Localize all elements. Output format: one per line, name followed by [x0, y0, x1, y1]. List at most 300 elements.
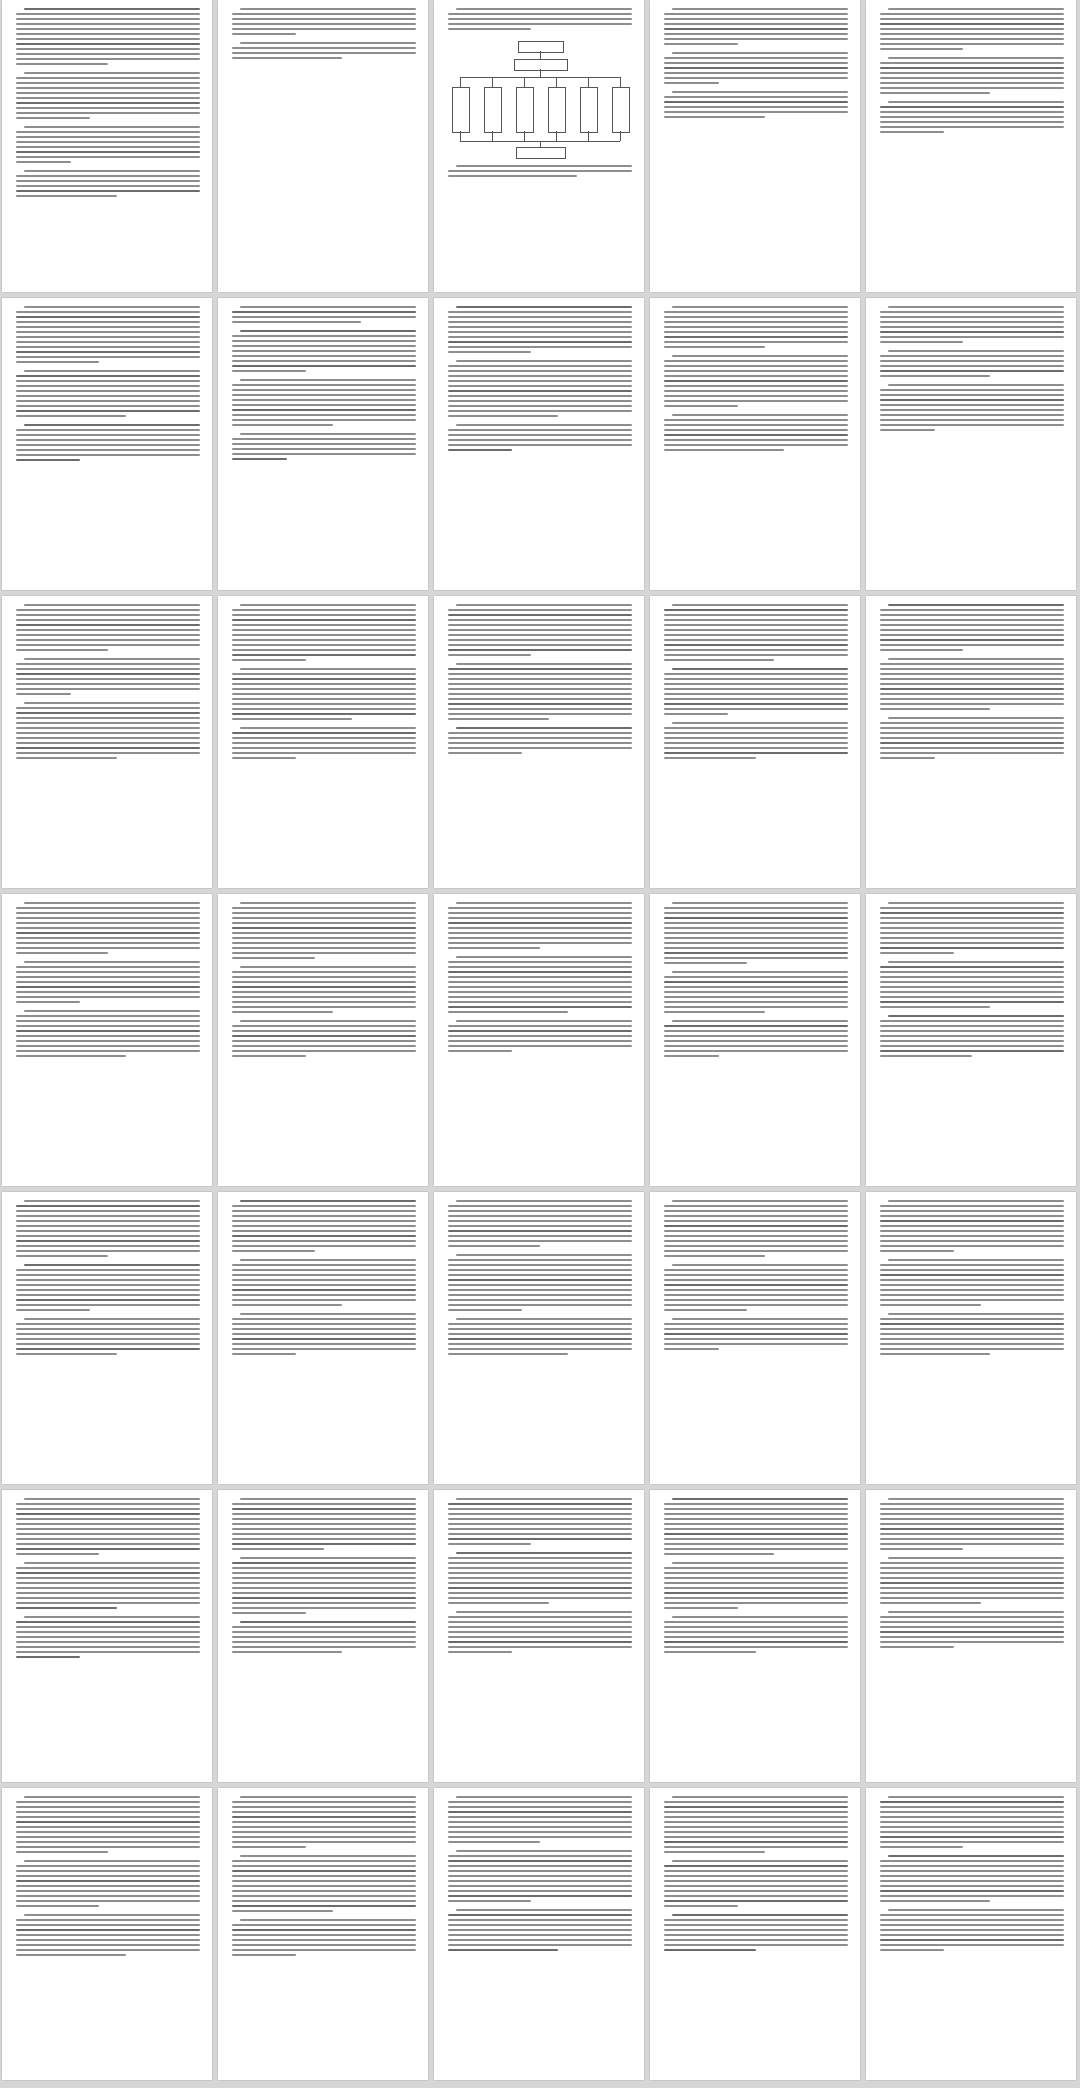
- text-line: [16, 43, 200, 45]
- text-line: [880, 1274, 1064, 1276]
- text-line: [664, 1900, 848, 1902]
- text-line: [664, 331, 848, 333]
- text-line: [232, 1934, 416, 1936]
- text-line: [880, 1811, 1064, 1813]
- text-line: [240, 1621, 416, 1623]
- text-line: [880, 1025, 1064, 1027]
- text-line: [664, 13, 848, 15]
- text-line: [232, 1279, 416, 1281]
- text-line: [448, 410, 632, 412]
- text-line: [232, 1582, 416, 1584]
- text-line: [448, 961, 632, 963]
- text-line: [448, 1641, 632, 1643]
- text-line: [232, 1806, 416, 1808]
- text-line: [448, 986, 632, 988]
- text-line: [448, 937, 632, 939]
- text-line: [16, 942, 200, 944]
- text-line: [664, 912, 848, 914]
- text-line: [880, 1328, 1064, 1330]
- text-line: [448, 18, 632, 20]
- text-line: [880, 1806, 1064, 1808]
- text-line: [880, 1914, 1064, 1916]
- org-chart-connector: [588, 131, 589, 141]
- text-line: [16, 18, 200, 20]
- text-line: [456, 1796, 632, 1798]
- text-line: [240, 1557, 416, 1559]
- text-line: [672, 1860, 848, 1862]
- text-line: [448, 971, 632, 973]
- text-line: [16, 356, 200, 358]
- text-line: [664, 1846, 848, 1848]
- text-line: [664, 673, 848, 675]
- text-line: [232, 698, 416, 700]
- org-chart-node: [516, 87, 534, 133]
- text-line: [880, 986, 1064, 988]
- text-line: [232, 1612, 306, 1614]
- text-line: [16, 712, 200, 714]
- text-line: [232, 321, 361, 323]
- text-line: [16, 1279, 200, 1281]
- text-line: [880, 131, 944, 133]
- text-line: [232, 1567, 416, 1569]
- text-line: [664, 976, 848, 978]
- text-line: [456, 1909, 632, 1911]
- text-line: [232, 624, 416, 626]
- text-line: [880, 1562, 1064, 1564]
- text-line: [664, 1050, 848, 1052]
- text-line: [232, 619, 416, 621]
- text-line: [448, 966, 632, 968]
- text-line: [16, 1900, 200, 1902]
- text-line: [232, 399, 416, 401]
- text-line: [664, 1641, 848, 1643]
- document-page: [650, 0, 860, 292]
- text-line: [232, 1939, 416, 1941]
- text-line: [448, 932, 632, 934]
- page-body: [448, 306, 632, 582]
- text-line: [672, 355, 848, 357]
- text-line: [448, 1841, 540, 1843]
- text-line: [16, 1289, 200, 1291]
- text-line: [232, 1533, 416, 1535]
- text-line: [16, 1846, 200, 1848]
- text-line: [16, 375, 200, 377]
- text-line: [456, 8, 632, 10]
- text-line: [456, 604, 632, 606]
- text-line: [672, 306, 848, 308]
- text-line: [880, 1045, 1064, 1047]
- text-line: [664, 644, 848, 646]
- text-line: [448, 742, 632, 744]
- page-body: [448, 1796, 632, 2072]
- text-line: [880, 1294, 1064, 1296]
- text-line: [456, 1611, 632, 1613]
- text-line: [880, 1538, 1064, 1540]
- text-line: [232, 752, 416, 754]
- text-line: [16, 732, 200, 734]
- text-line: [880, 1890, 1064, 1892]
- text-line: [16, 673, 200, 675]
- text-line: [16, 1880, 200, 1882]
- page-body: [232, 8, 416, 284]
- document-page: [218, 894, 428, 1186]
- org-chart-node: [612, 87, 630, 133]
- org-chart-node: [484, 87, 502, 133]
- text-line: [664, 1323, 848, 1325]
- text-line: [16, 996, 200, 998]
- document-page: [650, 298, 860, 590]
- text-line: [880, 13, 1064, 15]
- text-line: [880, 341, 963, 343]
- text-line: [448, 1533, 632, 1535]
- text-line: [16, 1567, 200, 1569]
- org-chart-connector: [524, 131, 525, 141]
- text-line: [664, 927, 848, 929]
- text-line: [880, 1826, 1064, 1828]
- text-line: [448, 1636, 632, 1638]
- text-line: [664, 380, 848, 382]
- text-line: [448, 708, 632, 710]
- page-body: [448, 8, 632, 284]
- text-line: [664, 1621, 848, 1623]
- text-line: [232, 365, 416, 367]
- text-line: [880, 331, 1064, 333]
- text-line: [664, 43, 738, 45]
- text-line: [16, 1587, 200, 1589]
- text-line: [880, 370, 1064, 372]
- text-line: [880, 634, 1064, 636]
- text-line: [880, 1949, 944, 1951]
- text-line: [880, 1841, 1064, 1843]
- text-line: [448, 1284, 632, 1286]
- text-line: [448, 1518, 632, 1520]
- text-line: [24, 961, 200, 963]
- text-line: [16, 1811, 200, 1813]
- text-line: [664, 385, 848, 387]
- text-line: [232, 1001, 416, 1003]
- text-line: [16, 1607, 117, 1609]
- text-line: [880, 399, 1064, 401]
- text-line: [16, 77, 200, 79]
- text-line: [880, 952, 954, 954]
- text-line: [232, 1801, 416, 1803]
- text-line: [664, 703, 848, 705]
- org-chart-connector: [620, 77, 621, 87]
- text-line: [232, 316, 416, 318]
- text-line: [232, 1910, 333, 1912]
- text-line: [232, 1523, 416, 1525]
- text-line: [664, 1220, 848, 1222]
- text-line: [880, 409, 1064, 411]
- page-body: [232, 1796, 416, 2072]
- text-line: [880, 614, 1064, 616]
- text-line: [448, 1924, 632, 1926]
- text-line: [880, 1592, 1064, 1594]
- text-line: [672, 1914, 848, 1916]
- text-line: [448, 28, 531, 30]
- text-line: [16, 1215, 200, 1217]
- text-line: [880, 321, 1064, 323]
- text-line: [664, 1851, 765, 1853]
- text-line: [232, 1011, 333, 1013]
- text-line: [16, 97, 200, 99]
- text-line: [16, 1841, 200, 1843]
- text-line: [232, 47, 416, 49]
- text-line: [448, 1538, 632, 1540]
- text-line: [880, 1205, 1064, 1207]
- text-line: [16, 434, 200, 436]
- text-line: [232, 1860, 416, 1862]
- page-body: [16, 902, 200, 1178]
- text-line: [664, 370, 848, 372]
- text-line: [664, 1523, 848, 1525]
- text-line: [672, 722, 848, 724]
- text-line: [672, 52, 848, 54]
- text-line: [880, 1001, 1064, 1003]
- text-line: [664, 942, 848, 944]
- text-line: [16, 644, 200, 646]
- text-line: [880, 18, 1064, 20]
- text-line: [232, 1050, 416, 1052]
- text-line: [880, 1264, 1064, 1266]
- org-chart-connector: [556, 77, 557, 87]
- text-line: [232, 350, 416, 352]
- text-line: [880, 1860, 1064, 1862]
- text-line: [880, 1235, 1064, 1237]
- text-line: [664, 439, 848, 441]
- text-line: [16, 1025, 200, 1027]
- text-line: [880, 1865, 1064, 1867]
- text-line: [16, 136, 200, 138]
- text-line: [880, 742, 1064, 744]
- text-line: [232, 713, 416, 715]
- text-line: [16, 351, 200, 353]
- text-line: [456, 956, 632, 958]
- text-line: [448, 624, 632, 626]
- text-line: [16, 1890, 200, 1892]
- text-line: [672, 1562, 848, 1564]
- text-line: [880, 1621, 1064, 1623]
- text-line: [664, 18, 848, 20]
- page-body: [664, 1498, 848, 1774]
- text-line: [16, 1528, 200, 1530]
- text-line: [880, 414, 1064, 416]
- text-line: [888, 717, 1064, 719]
- text-line: [232, 927, 416, 929]
- text-line: [880, 1040, 1064, 1042]
- text-line: [232, 986, 416, 988]
- text-line: [16, 1865, 200, 1867]
- text-line: [664, 1836, 848, 1838]
- text-line: [672, 91, 848, 93]
- text-line: [232, 33, 296, 35]
- text-line: [448, 942, 632, 944]
- text-line: [24, 1010, 200, 1012]
- text-line: [16, 180, 200, 182]
- text-line: [16, 395, 200, 397]
- text-line: [880, 67, 1064, 69]
- text-line: [448, 1811, 632, 1813]
- text-line: [448, 1870, 632, 1872]
- text-line: [448, 634, 632, 636]
- document-page: [866, 596, 1076, 888]
- text-line: [232, 907, 416, 909]
- text-line: [448, 1006, 632, 1008]
- text-line: [448, 1215, 632, 1217]
- text-line: [664, 732, 848, 734]
- text-line: [16, 400, 200, 402]
- text-line: [232, 917, 416, 919]
- text-line: [664, 67, 848, 69]
- text-line: [232, 737, 416, 739]
- text-line: [664, 1553, 774, 1555]
- text-line: [880, 1508, 1064, 1510]
- text-line: [16, 117, 90, 119]
- text-line: [232, 1572, 416, 1574]
- text-line: [880, 1919, 1064, 1921]
- text-line: [448, 1528, 632, 1530]
- text-line: [448, 981, 632, 983]
- text-line: [448, 311, 632, 313]
- text-line: [664, 360, 848, 362]
- text-line: [880, 1215, 1064, 1217]
- text-line: [232, 1905, 416, 1907]
- text-line: [664, 1865, 848, 1867]
- text-line: [448, 1651, 512, 1653]
- text-line: [880, 365, 1064, 367]
- document-page: [2, 894, 212, 1186]
- text-line: [448, 1338, 632, 1340]
- text-line: [880, 360, 1064, 362]
- text-line: [448, 1934, 632, 1936]
- text-line: [664, 1841, 848, 1843]
- text-line: [880, 1831, 1064, 1833]
- text-line: [16, 336, 200, 338]
- text-line: [880, 1055, 972, 1057]
- text-line: [664, 996, 848, 998]
- text-line: [880, 1035, 1064, 1037]
- text-line: [232, 345, 416, 347]
- text-line: [880, 752, 1064, 754]
- text-line: [880, 966, 1064, 968]
- text-line: [448, 1279, 632, 1281]
- page-body: [880, 1796, 1064, 2072]
- text-line: [240, 1919, 416, 1921]
- text-line: [664, 962, 747, 964]
- text-line: [448, 698, 632, 700]
- text-line: [664, 1230, 848, 1232]
- text-line: [16, 63, 108, 65]
- text-line: [664, 405, 738, 407]
- document-page: [218, 1788, 428, 2080]
- text-line: [664, 23, 848, 25]
- text-line: [880, 1220, 1064, 1222]
- text-line: [232, 912, 416, 914]
- text-line: [232, 693, 416, 695]
- text-line: [672, 604, 848, 606]
- page-thumbnail-grid: [2, 0, 1078, 2088]
- text-line: [16, 1944, 200, 1946]
- text-line: [880, 316, 1064, 318]
- text-line: [24, 658, 200, 660]
- text-line: [232, 1816, 416, 1818]
- text-line: [24, 370, 200, 372]
- page-body: [232, 902, 416, 1178]
- text-line: [448, 1245, 540, 1247]
- text-line: [448, 1929, 632, 1931]
- text-line: [232, 1548, 324, 1550]
- text-line: [888, 101, 1064, 103]
- document-page: [2, 1192, 212, 1484]
- text-line: [16, 1040, 200, 1042]
- text-line: [24, 8, 200, 10]
- text-line: [448, 668, 632, 670]
- text-line: [664, 1582, 848, 1584]
- text-line: [880, 111, 1064, 113]
- text-line: [24, 702, 200, 704]
- text-line: [664, 747, 848, 749]
- text-line: [880, 1050, 1064, 1052]
- document-page: [2, 1490, 212, 1782]
- text-line: [448, 619, 632, 621]
- text-line: [664, 1508, 848, 1510]
- text-line: [664, 952, 848, 954]
- text-line: [16, 1597, 200, 1599]
- text-line: [16, 609, 200, 611]
- text-line: [880, 106, 1064, 108]
- text-line: [880, 33, 1064, 35]
- text-line: [448, 752, 522, 754]
- page-body: [448, 1498, 632, 1774]
- text-line: [664, 1030, 848, 1032]
- text-line: [232, 409, 416, 411]
- text-line: [664, 1338, 848, 1340]
- text-line: [232, 747, 416, 749]
- text-line: [880, 43, 1064, 45]
- org-chart-connector: [524, 77, 525, 87]
- text-line: [664, 1274, 848, 1276]
- text-line: [232, 394, 416, 396]
- text-line: [880, 1900, 990, 1902]
- text-line: [240, 433, 416, 435]
- text-line: [448, 1523, 632, 1525]
- text-line: [880, 1279, 1064, 1281]
- text-line: [16, 1577, 200, 1579]
- text-line: [16, 390, 200, 392]
- text-line: [880, 668, 1064, 670]
- text-line: [880, 996, 1064, 998]
- text-line: [672, 1796, 848, 1798]
- page-body: [664, 604, 848, 880]
- org-chart-node: [452, 87, 470, 133]
- text-line: [880, 1924, 1064, 1926]
- text-line: [448, 395, 632, 397]
- text-line: [16, 1548, 200, 1550]
- text-line: [16, 688, 200, 690]
- text-line: [448, 1885, 632, 1887]
- text-line: [664, 444, 848, 446]
- text-line: [664, 1040, 848, 1042]
- text-line: [232, 952, 416, 954]
- text-line: [664, 419, 848, 421]
- text-line: [16, 53, 200, 55]
- text-line: [24, 1914, 200, 1916]
- text-line: [448, 732, 632, 734]
- text-line: [16, 1929, 200, 1931]
- text-line: [880, 1602, 981, 1604]
- text-line: [672, 902, 848, 904]
- text-line: [16, 1299, 200, 1301]
